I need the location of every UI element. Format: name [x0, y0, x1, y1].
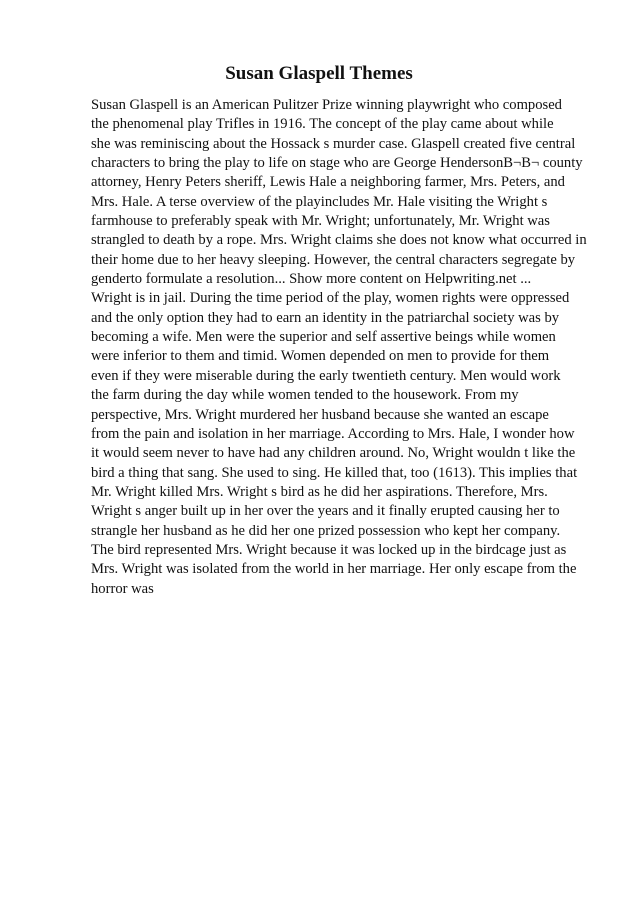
text-line: The bird represented Mrs. Wright because it was locked up in the birdcage just as	[91, 541, 567, 558]
text-line: strangle her husband as he did her one prized possession who kept her company.	[91, 522, 561, 539]
text-line: Wright is in jail. During the time period of the play, women rights were oppressed	[91, 290, 570, 307]
text-line: the farm during the day while women tended to the housework. From my	[91, 387, 519, 404]
text-line: horror was	[91, 580, 154, 597]
text-line: farmhouse to preferably speak with Mr. Wright; unfortunately, Mr. Wright was	[91, 213, 550, 230]
text-line: their home due to her heavy sleeping. However, the central characters segregate by	[91, 251, 576, 268]
text-line: were inferior to them and timid. Women depended on men to provide for them	[91, 348, 550, 365]
text-line: attorney, Henry Peters sheriff, Lewis Hale a neighboring farmer, Mrs. Peters, and	[91, 174, 565, 191]
text-line: perspective, Mrs. Wright murdered her husband because she wanted an escape	[91, 406, 549, 423]
document-title: Susan Glaspell Themes	[225, 63, 413, 84]
text-line: she was reminiscing about the Hossack s murder case. Glaspell created five central	[91, 135, 576, 152]
text-line: characters to bring the play to life on stage who are George HendersonB¬B¬ county	[91, 155, 583, 172]
text-line: genderto formulate a resolution... Show more content on Helpwriting.net ...	[91, 271, 532, 288]
text-line: becoming a wife. Men were the superior and self assertive beings while women	[91, 329, 556, 346]
body-text	[91, 96, 611, 599]
text-line: Wright s anger built up in her over the years and it finally erupted causing her to	[91, 503, 560, 520]
text-line: from the pain and isolation in her marriage. According to Mrs. Hale, I wonder how	[91, 425, 575, 442]
text-line: the phenomenal play Trifles in 1916. The concept of the play came about while	[91, 116, 554, 133]
text-line: it would seem never to have had any children around. No, Wright wouldn t like the	[91, 445, 576, 462]
text-line: strangled to death by a rope. Mrs. Wright claims she does not know what occurred in	[91, 232, 587, 249]
text-line: even if they were miserable during the early twentieth century. Men would work	[91, 367, 561, 384]
text-line: Mrs. Wright was isolated from the world in her marriage. Her only escape from the	[91, 561, 577, 578]
text-line: bird a thing that sang. She used to sing. He killed that, too (1613). This implies that	[91, 464, 578, 481]
text-line: Mr. Wright killed Mrs. Wright s bird as he did her aspirations. Therefore, Mrs.	[91, 483, 548, 500]
text-line: and the only option they had to earn an identity in the patriarchal society was by	[91, 309, 560, 326]
text-line: Mrs. Hale. A terse overview of the playincludes Mr. Hale visiting the Wright s	[91, 193, 548, 210]
text-line: Susan Glaspell is an American Pulitzer Prize winning playwright who composed	[91, 97, 562, 113]
